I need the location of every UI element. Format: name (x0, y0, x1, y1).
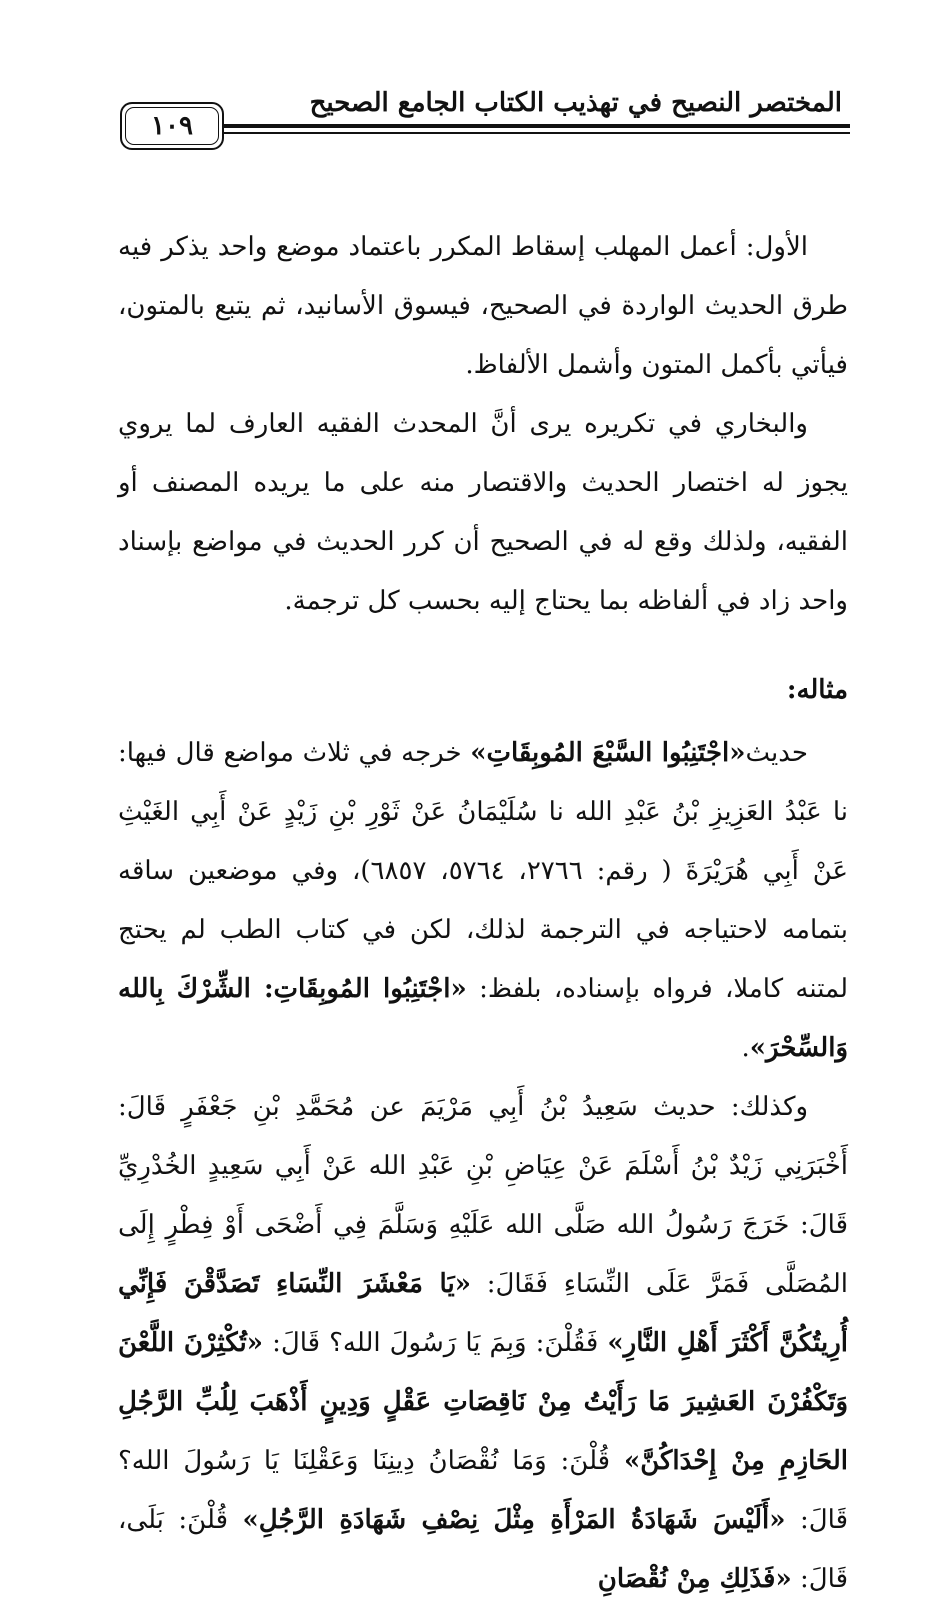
second-example-answer: قُلْنَ: بَلَى، قَالَ: (118, 1505, 848, 1594)
hadith-quote-shahada: «أَلَيْسَ شَهَادَةُ المَرْأَةِ مِثْلَ نِصْفِ شَهَادَةِ الرَّجُلِ» (242, 1505, 786, 1535)
hadith-quote-naqisat: «تُكْثِرْنَ اللَّعْنَ وَتَكْفُرْنَ العَشِيرَ مَا رَأَيْتُ مِنْ نَاقِصَاتِ عَقْلٍ وَدِينٍ أَذْهَبَ لِلُبِّ الرَّجُلِ الحَازِمِ مِنْ إِحْدَاكُنَّ» (118, 1328, 848, 1476)
example-end: . (741, 1033, 750, 1063)
page-number-box (120, 102, 224, 150)
second-example-question-1: فَقُلْنَ: وَبِمَ يَا رَسُولَ الله؟ قَالَ: (263, 1328, 608, 1358)
paragraph-second-example (118, 1078, 848, 1609)
hadith-quote-nuqsan: «فَذَلِكِ مِنْ نُقْصَانِ (597, 1564, 792, 1594)
paragraph-first-point: الأول: أعمل المهلب إسقاط المكرر باعتماد موضع واحد يذكر فيه طرق الحديث الواردة في الصحيح، فيسوق الأسانيد، ثم يتبع بالمتون، فيأتي بأكمل المتون وأشمل الألفاظ. (118, 232, 848, 380)
running-title: المختصر النصيح في تهذيب الكتاب الجامع الصحيح (309, 88, 842, 118)
example-intro: حديث (745, 738, 808, 768)
body-text (118, 218, 848, 1609)
hadith-quote-sadaqa: «يَا مَعْشَرَ النِّسَاءِ تَصَدَّقْنَ فَإِنِّي أُرِيتُكُنَّ أَكْثَرَ أَهْلِ النَّارِ» (118, 1269, 848, 1358)
header-rule-thin (222, 132, 850, 134)
second-example-question-2: قُلْنَ: وَمَا نُقْصَانُ دِينِنَا وَعَقْلِنَا يَا رَسُولَ الله؟ قَالَ: (118, 1446, 849, 1535)
paragraph-example-hadith (118, 724, 848, 1078)
second-example-isnad: وكذلك: حديث سَعِيدُ بْنُ أَبِي مَرْيَمَ عن مُحَمَّدِ بْنِ جَعْفَرٍ قَالَ: أَخْبَرَنِي زَيْدٌ بْنُ أَسْلَمَ عَنْ عِيَاضِ بْنِ عَبْدِ الله عَنْ أَبِي سَعِيدٍ الخُدْرِيِّ قَالَ: خَرَجَ رَسُولُ الله صَلَّى الله عَلَيْهِ وَسَلَّمَ فِي أَضْحَى أَوْ فِطْرٍ إِلَى المُصَلَّى فَمَرَّ عَلَى النِّسَاءِ فَقَالَ: (118, 1092, 848, 1299)
paragraph-bukhari-repetition: والبخاري في تكريره يرى أنَّ المحدث الفقيه العارف لما يروي يجوز له اختصار الحديث والاقتصار منه على ما يريده المصنف أو الفقيه، ولذلك وقع له في الصحيح أن كرر الحديث في مواضع بإسناد واحد زاد في ألفاظه بما يحتاج إليه بحسب كل ترجمة. (118, 409, 848, 616)
example-isnad: خرجه في ثلاث مواضع قال فيها: نا عَبْدُ العَزِيزِ بْنُ عَبْدِ الله نا سُلَيْمَانُ عَنْ ثَوْرِ بْنِ زَيْدٍ عَنْ أَبِي الغَيْثِ عَنْ أَبِي هُرَيْرَةَ ( رقم: ٢٧٦٦، ٥٧٦٤، ٦٨٥٧)، وفي موضعين ساقه بتمامه لاحتياجه في الترجمة لذلك، لكن في كتاب الطب لم يحتج لمتنه كاملا، فرواه بإسناده، بلفظ: (118, 738, 849, 1004)
page-number: ١٠٩ (151, 111, 193, 141)
hadith-quote-shirk: «اجْتَنِبُوا المُوبِقَاتِ: الشِّرْكَ بِالله وَالسِّحْرَ» (118, 974, 848, 1063)
header-rule-thick (222, 124, 850, 128)
hadith-quote-mubiqat: «اجْتَنِبُوا السَّبْعَ المُوبِقَاتِ» (470, 738, 746, 768)
example-heading: مثاله: (786, 675, 848, 705)
